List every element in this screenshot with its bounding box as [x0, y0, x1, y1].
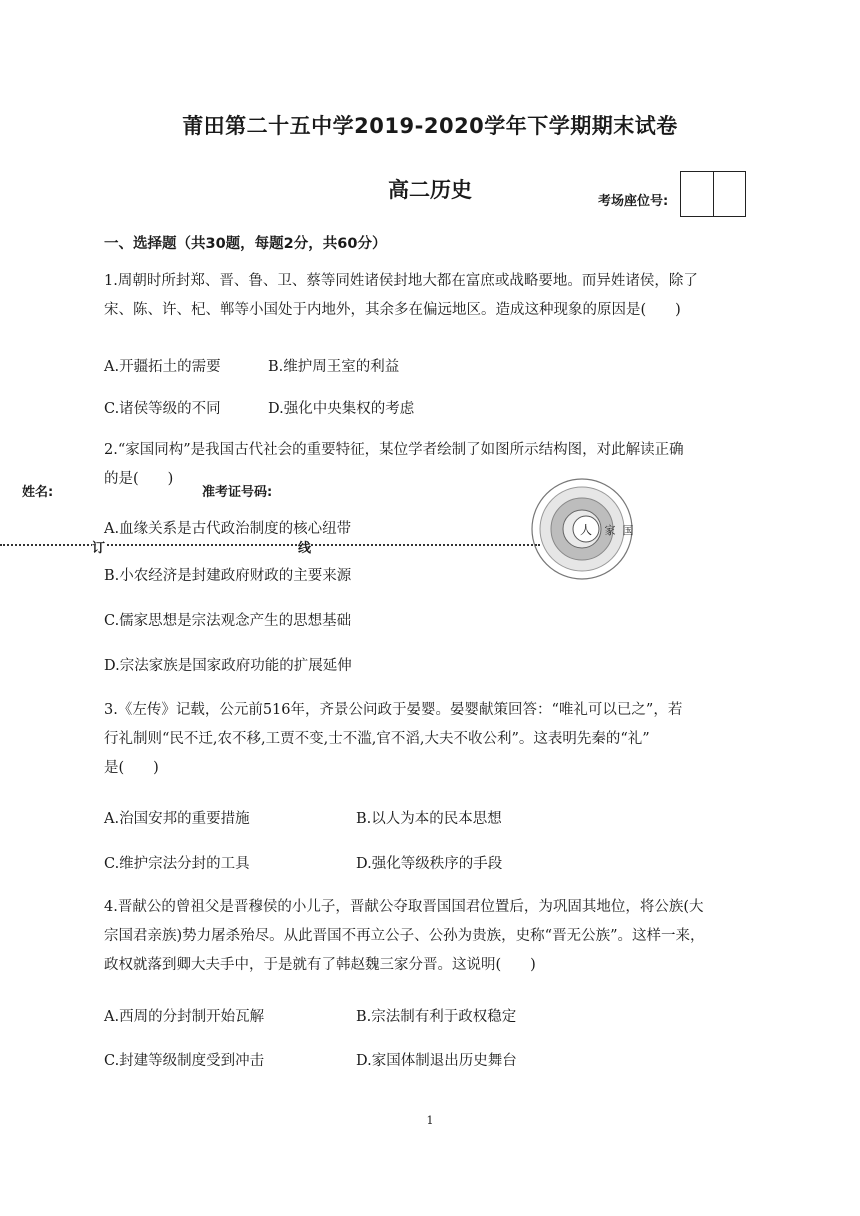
- cut-line-label-left: 订: [92, 537, 105, 556]
- diagram-label-state: 国: [622, 524, 634, 537]
- diagram-label-family: 家: [604, 524, 616, 537]
- question-3-line-1: 3.《左传》记载，公元前516年，齐景公问政于晏婴。晏婴献策回答：“唯礼可以已之”，若: [104, 702, 683, 718]
- question-1-option-b: B.维护周王室的利益: [268, 359, 400, 375]
- seat-number-box[interactable]: [680, 171, 746, 217]
- question-3-option-b: B.以人为本的民本思想: [356, 811, 502, 827]
- question-1-option-a: A.开疆拓土的需要: [104, 359, 221, 375]
- diagram-label-person: 人: [579, 523, 593, 537]
- question-4-line-3: 政权就落到卿大夫手中，于是就有了韩赵魏三家分晋。这说明( ): [104, 957, 536, 973]
- question-3-option-d: D.强化等级秩序的手段: [356, 856, 503, 872]
- seat-digit-cell-1[interactable]: [681, 172, 713, 216]
- exam-id-label: 准考证号码:: [202, 485, 273, 500]
- question-3-option-c: C.维护宗法分封的工具: [104, 856, 250, 872]
- question-4-stem: [104, 893, 760, 980]
- question-2-line-1: 2.“家国同构”是我国古代社会的重要特征，某位学者绘制了如图所示结构图，对此解读正确: [104, 442, 684, 458]
- question-1-option-c: C.诸侯等级的不同: [104, 401, 221, 417]
- student-name-label: 姓名:: [22, 485, 54, 500]
- question-1-stem: [104, 267, 760, 325]
- question-2-option-b: B.小农经济是封建政府财政的主要来源: [104, 568, 352, 584]
- seat-digit-cell-2[interactable]: [713, 172, 746, 216]
- exam-subject: 高二历史: [388, 178, 472, 202]
- question-4-line-2: 宗国君亲族)势力屠杀殆尽。从此晋国不再立公子、公孙为贵族，史称“晋无公族”。这样一来，: [104, 928, 705, 944]
- seat-number-label: 考场座位号:: [598, 194, 669, 209]
- page-number: 1: [426, 1114, 434, 1127]
- question-3-option-a: A.治国安邦的重要措施: [104, 811, 250, 827]
- question-4-option-a: A.西周的分封制开始瓦解: [104, 1009, 265, 1025]
- section-heading: 一、选择题（共30题，每题2分，共60分）: [104, 236, 387, 252]
- question-4-line-1: 4.晋献公的曾祖父是晋穆侯的小儿子，晋献公夺取晋国国君位置后，为巩固其地位，将公族(大: [104, 899, 704, 915]
- question-1-line-2: 宋、陈、许、杞、郸等小国处于内地外，其余多在偏远地区。造成这种现象的原因是( ): [104, 302, 681, 318]
- question-3-stem: [104, 696, 760, 783]
- question-2-line-2: 的是( ): [104, 471, 174, 487]
- question-3-line-3: 是( ): [104, 760, 159, 776]
- question-4-option-c: C.封建等级制度受到冲击: [104, 1053, 265, 1069]
- family-state-diagram: [530, 476, 634, 582]
- question-3-line-2: 行礼制则“民不迁,农不移,工贾不变,士不滥,官不滔,大夫不收公利”。这表明先秦的“礼”: [104, 731, 650, 747]
- question-4-option-d: D.家国体制退出历史舞台: [356, 1053, 517, 1069]
- question-4-option-b: B.宗法制有利于政权稳定: [356, 1009, 517, 1025]
- exam-title: 莆田第二十五中学2019-2020学年下学期期末试卷: [182, 114, 678, 138]
- cut-line: [0, 544, 540, 546]
- question-2-option-c: C.儒家思想是宗法观念产生的思想基础: [104, 613, 352, 629]
- question-2-option-a: A.血缘关系是古代政治制度的核心纽带: [104, 521, 352, 537]
- question-1-option-d: D.强化中央集权的考虑: [268, 401, 415, 417]
- cut-line-label-right: 线: [298, 537, 311, 556]
- question-2-option-d: D.宗法家族是国家政府功能的扩展延伸: [104, 658, 352, 674]
- question-1-line-1: 1.周朝时所封郑、晋、鲁、卫、蔡等同姓诸侯封地大都在富庶或战略要地。而异姓诸侯，除了: [104, 273, 698, 289]
